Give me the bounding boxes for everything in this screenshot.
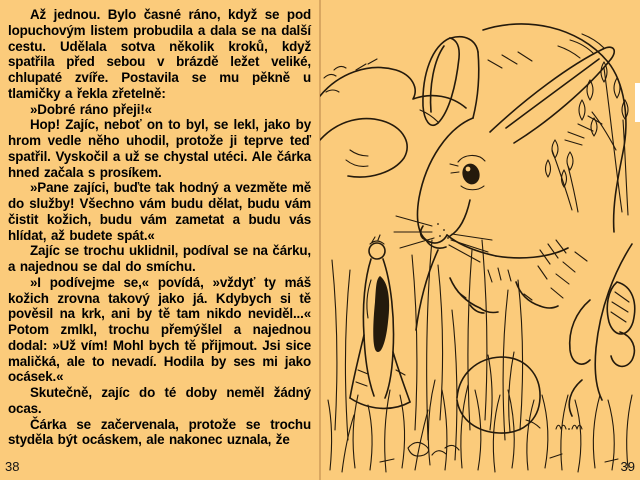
hare-back-fur-hatching <box>558 34 604 58</box>
scan-notch <box>635 83 640 122</box>
paragraph: Až jednou. Bylo časné ráno, když se pod lopuchovým listem probudila a dala se na další cestu. Udělala sotva několik kroků, když spatřila před sebou v brázdě ležet veliké, chlupaté zvíře. Postavila se mu pěkně u tlamičky a řekla zřetelně: <box>8 7 311 101</box>
comma-girl <box>350 235 410 408</box>
grass <box>328 240 632 472</box>
hare-back <box>483 24 626 232</box>
hare-nose-mouth <box>421 226 446 248</box>
leaf-plant-lower <box>538 240 635 416</box>
paragraph: Skutečně, zajíc do té doby neměl žádný ocas. <box>8 385 311 416</box>
paragraph: Hop! Zajíc, neboť on to byl, se lekl, jako by hrom vedle něho uhodil, protože ji teprve teď spatřil. Vyskočil a už se chystal utéci. Ale čárka hned začala s prosíkem. <box>8 117 311 180</box>
hare-eye <box>450 155 485 189</box>
paragraph: Zajíc se trochu uklidnil, podíval se na čárku, a najednou se dal do smíchu. <box>8 243 311 274</box>
hare-body-background <box>320 68 466 178</box>
paragraph: »Pane zajíci, buďte tak hodný a vezměte mě do služby! Všechno vám budu dělat, budu vám čistit kožich, budu vám zametat a budu vás hlídat, až budete spát.« <box>8 180 311 243</box>
paragraph: »I podívejme se,« povídá, »vždyť ty máš kožich zrovna takový jako já. Kdybych si tě pověsil na krk, ani by tě tam nikdo neviděl...« Potom zmlkl, trochu přemýšlel a najednou dodal: »Už vím! Mohl bych tě přijmout. Jsi sice maličká, ale to nevadí. Hodila by ses mi jako ocásek.« <box>8 274 311 385</box>
artist-signature <box>556 425 582 430</box>
comma-girl-head <box>369 243 385 259</box>
hare-illustration <box>320 0 640 480</box>
paragraph: »Dobré ráno přeji!« <box>30 101 152 117</box>
page-number-left: 38 <box>5 459 20 474</box>
hare-front-paws <box>450 278 558 313</box>
page-number-right: 39 <box>620 459 635 474</box>
paragraph: Čárka se začervenala, protože se trochu styděla být ocáskem, ale nakonec uznala, že <box>8 416 311 448</box>
comma-mark <box>373 276 389 352</box>
left-page-text <box>8 7 311 448</box>
hare-near-ear <box>423 37 479 126</box>
hare-far-ear <box>490 47 614 143</box>
